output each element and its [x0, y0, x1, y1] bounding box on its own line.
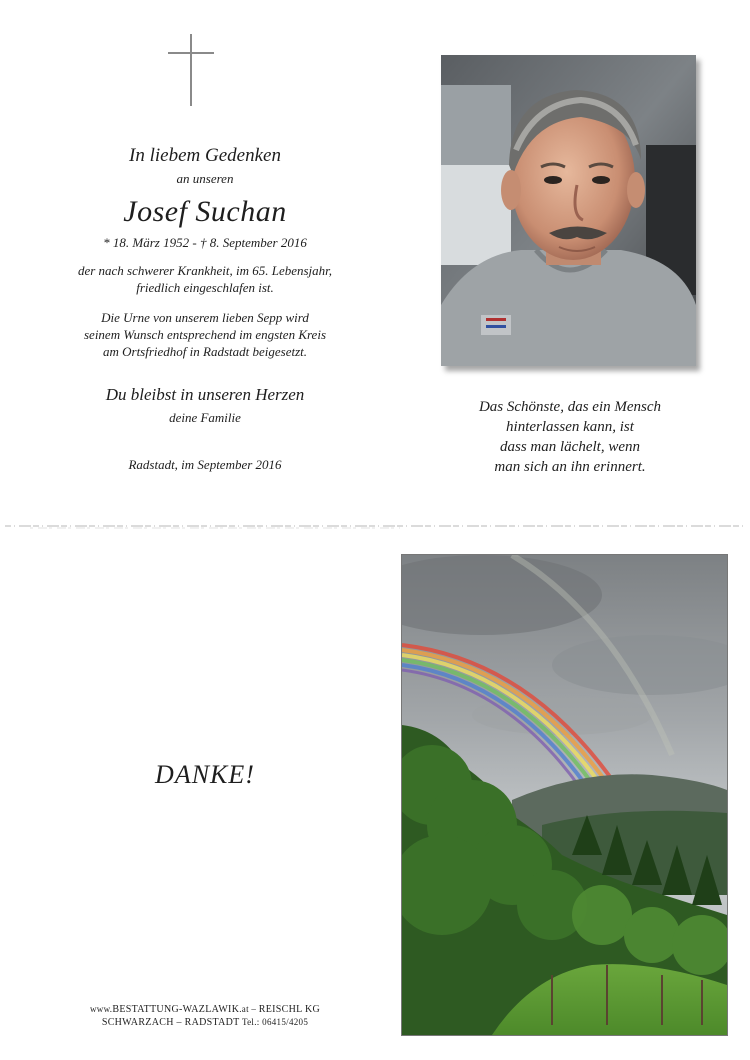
footer-tel: 06415/4205	[262, 1017, 309, 1027]
burial-paragraph	[20, 309, 390, 360]
burial-line: am Ortsfriedhof in Radstadt beigesetzt.	[102, 344, 308, 359]
footer-brand: BESTATTUNG-WAZLAWIK	[112, 1004, 240, 1015]
passing-line: friedlich eingeschlafen ist.	[136, 280, 274, 295]
quote-line: man sich an ihn erinnert.	[494, 459, 646, 475]
portrait-photo	[441, 55, 696, 366]
funeral-home-footer	[40, 1003, 370, 1029]
thanks-heading: DANKE!	[155, 760, 255, 789]
portrait-illustration	[441, 55, 696, 366]
place-date: Radstadt, im September 2016	[128, 457, 282, 472]
burial-line: Die Urne von unserem lieben Sepp wird	[101, 310, 309, 325]
footer-www: www.	[89, 1004, 113, 1014]
rainbow-landscape-photo	[401, 554, 728, 1036]
cross-icon	[168, 34, 214, 106]
family-line: deine Familie	[169, 410, 241, 425]
passing-paragraph	[20, 262, 390, 296]
memorial-quote	[420, 397, 720, 477]
quote-line: dass man lächelt, wenn	[500, 439, 640, 455]
footer-domain: .at –	[239, 1004, 259, 1014]
life-dates: * 18. März 1952 - † 8. September 2016	[103, 235, 307, 250]
greeting: In liebem Gedenken	[129, 145, 281, 166]
footer-tel-label: Tel.:	[241, 1017, 260, 1027]
quote-line: Das Schönste, das ein Mensch	[478, 399, 662, 415]
landscape-illustration	[402, 555, 727, 1035]
passing-line: der nach schwerer Krankheit, im 65. Lebensjahr,	[77, 263, 333, 278]
footer-places: SCHWARZACH – RADSTADT	[101, 1017, 240, 1028]
burial-line: seinem Wunsch entsprechend im engsten Kreis	[83, 327, 327, 342]
footer-company: REISCHL KG	[258, 1004, 321, 1015]
quote-line: hinterlassen kann, ist	[506, 419, 634, 435]
heart-line: Du bleibst in unseren Herzen	[105, 385, 305, 404]
deceased-name: Josef Suchan	[123, 195, 287, 228]
fold-line	[0, 519, 750, 533]
to-line: an unseren	[176, 171, 234, 186]
